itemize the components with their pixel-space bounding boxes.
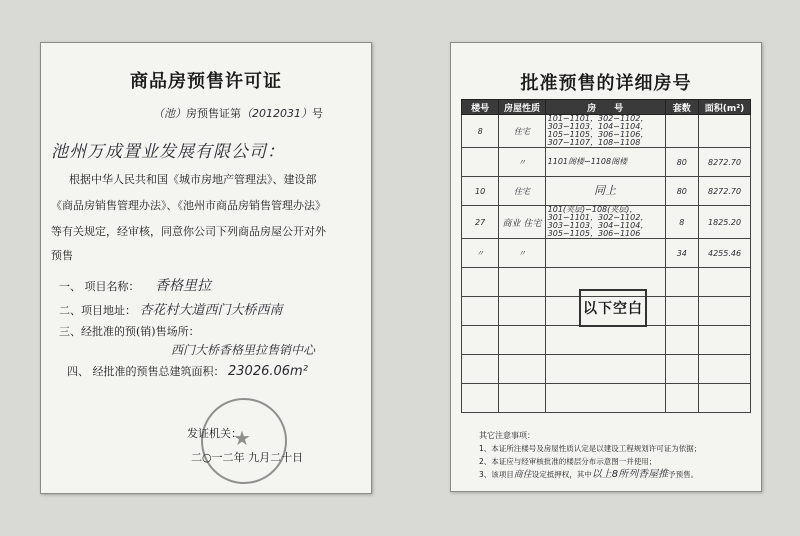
cell-sets: 34 [665,239,699,268]
cell-type: 〃 [499,239,545,268]
item1-value: 香格里拉 [155,278,211,294]
cell-area: 4255.46 [699,239,751,268]
cell-sets: 80 [665,177,699,206]
item4-value: 23026.06m² [228,364,308,379]
header-room-no: 房 号 [545,100,665,115]
cell-type: 住宅 [499,177,545,206]
cell-building [462,148,499,177]
cell-type: 住宅 [499,115,545,148]
issuing-authority: 发证机关： [187,427,242,440]
notes-section [479,429,749,482]
cert-suffix: 号 [312,107,323,120]
item-project-name [59,275,211,295]
cert-mid: 房预售证第 [186,107,241,120]
table-row [462,384,751,413]
cell-rooms [545,239,665,268]
cell-rooms: 101(夹层)∽108(夹层)，301∽1101，302∽1102，303∽1103，304∽1104，305∽1105，306∽1106 [545,206,665,239]
cell-sets [665,115,699,148]
notes-title: 其它注意事项： [479,431,535,440]
cell-building: 8 [462,115,499,148]
seal-star-icon: ★ [233,426,251,450]
cell-type: 〃 [499,148,545,177]
cell-area: 8272.70 [699,148,751,177]
note-3-end: 予预售。 [668,470,699,479]
cert-prefix: （池） [153,107,186,120]
cell-area: 1825.20 [699,206,751,239]
table-row [462,326,751,355]
item-total-area [67,363,308,379]
header-sets: 套数 [665,100,699,115]
cell-sets: 80 [665,148,699,177]
paragraph-line-2: 《商品房销售管理办法》、《池州市商品房销售管理办法》 [51,199,326,212]
header-type: 房屋性质 [499,100,545,115]
official-seal [201,398,287,484]
company-name: 池州万成置业发展有限公司： [51,142,285,162]
item3-value: 西门大桥香格里拉售销中心 [171,343,316,357]
cell-rooms: 1101阁楼∽1108阁楼 [545,148,665,177]
cert-number: （2012031） [241,107,312,120]
table-row [462,177,751,206]
detail-title: 批准预售的详细房号 [520,73,692,94]
table-row [462,239,751,268]
table-row [462,355,751,384]
item-project-address [59,299,283,318]
cell-type: 商业 住宅 [499,206,545,239]
cell-area [699,115,751,148]
paragraph-line-4: 预售 [51,249,73,262]
cell-area: 8272.70 [699,177,751,206]
paragraph-line-3: 等有关规定，经审核，同意你公司下列商品房屋公开对外 [51,225,326,238]
table-row [462,206,751,239]
header-area: 面积(m²) [699,100,751,115]
table-row [462,148,751,177]
note-3-text: 设定抵押权，其中 [531,470,592,479]
cell-building: 27 [462,206,499,239]
header-building: 楼号 [462,100,499,115]
room-detail-document [450,42,762,492]
room-table [461,99,751,413]
item2-value: 杏花村大道西门大桥西南 [139,303,283,318]
cell-sets: 8 [665,206,699,239]
cell-rooms: 同上 [545,177,665,206]
item-sales-location: 三、经批准的预(销)售场所： [59,325,200,338]
issue-date: 二○一二年 九月二十日 [191,451,304,464]
item2-label: 二、项目地址： [59,304,136,317]
cell-rooms: 101∽1101，302∽1102，303∽1103，104∽1104，105∽1105，306∽1106，307∽1107，108∽1108 [545,115,665,148]
cell-building: 〃 [462,239,499,268]
note-3 [479,468,749,482]
presale-permit-document [40,42,372,494]
certificate-number-line [153,105,323,121]
note-3-handwritten: 以上8所列香屋推 [591,469,669,480]
cell-building: 10 [462,177,499,206]
item1-label: 一、 项目名称： [59,280,140,293]
note-1: 1、本证所注楼号及房屋性质认定是以建设工程规划许可证为依据； [479,444,702,453]
note-3-handwritten-type: 商住 [513,470,532,480]
blank-below-stamp: 以下空白 [579,289,647,327]
table-row [462,115,751,148]
item4-label: 四、 经批准的预售总建筑面积： [67,365,225,378]
note-3-prefix: 3、该项目 [479,470,514,479]
table-header-row [462,100,751,115]
paragraph-line-1: 根据中华人民共和国《城市房地产管理法》、建设部 [69,173,317,186]
note-2: 2、本证应与经审核批准的楼层分布示意图一并使用； [479,457,657,466]
permit-title: 商品房预售许可证 [130,71,282,92]
